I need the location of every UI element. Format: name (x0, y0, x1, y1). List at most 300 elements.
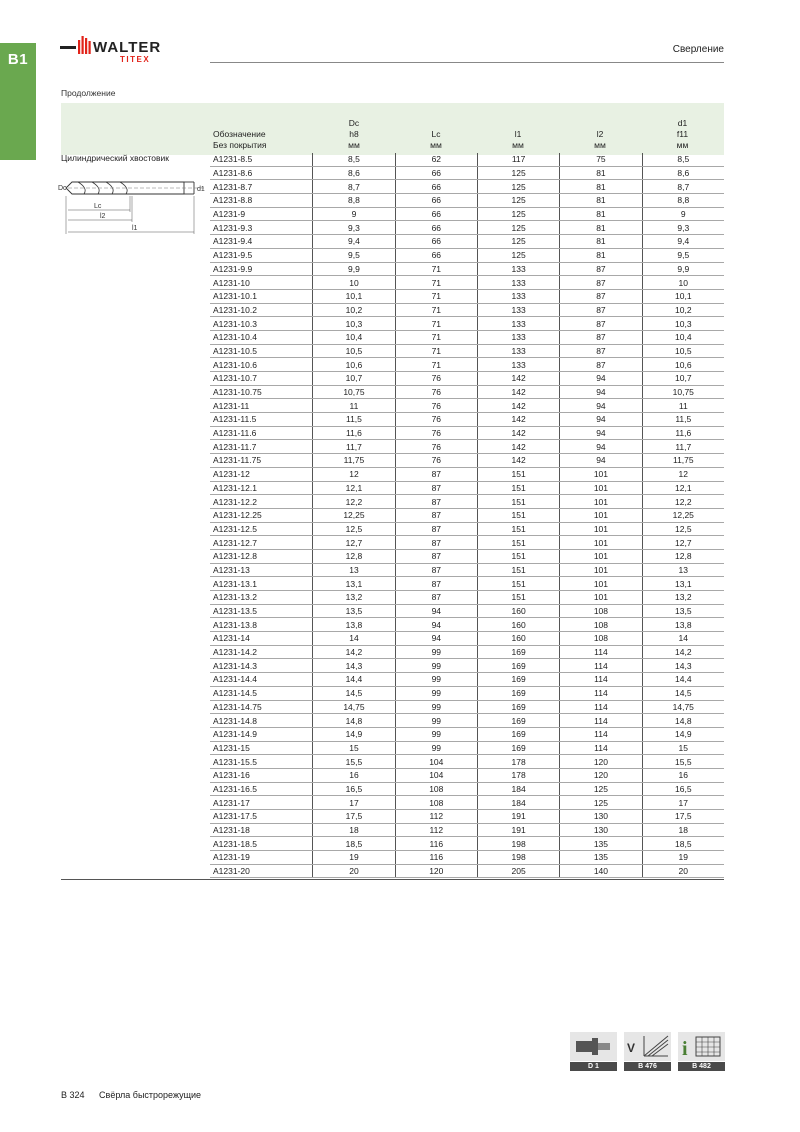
cell-value: 8,6 (313, 166, 395, 180)
cell-value: 14 (642, 632, 724, 646)
cell-value: 19 (642, 851, 724, 865)
cell-value: 12,2 (642, 495, 724, 509)
chapter-tab-label: B1 (7, 51, 29, 68)
cell-designation: A1231-8.5 (210, 153, 313, 166)
cell-value: 94 (395, 618, 477, 632)
cell-value: 87 (395, 549, 477, 563)
cell-designation: A1231-11 (210, 399, 313, 413)
cell-designation: A1231-8.8 (210, 194, 313, 208)
table-row (210, 645, 724, 659)
cutting-data-icon (624, 1032, 671, 1061)
section-title: Сверление (672, 44, 724, 55)
cell-value: 133 (477, 358, 559, 372)
svg-text:i: i (682, 1038, 688, 1060)
cell-value: 125 (477, 207, 559, 221)
cell-value: 191 (477, 823, 559, 837)
cell-value: 10,6 (642, 358, 724, 372)
cell-value: 87 (395, 563, 477, 577)
cell-designation: A1231-10.6 (210, 358, 313, 372)
cell-value: 14,75 (313, 700, 395, 714)
table-row (210, 399, 724, 413)
cell-value: 94 (560, 372, 642, 386)
drawing-label-l1: l1 (132, 225, 138, 232)
cell-value: 81 (560, 166, 642, 180)
drawing-label-lc: Lc (94, 203, 102, 210)
cell-designation: A1231-14 (210, 632, 313, 646)
cell-value: 99 (395, 700, 477, 714)
cell-designation: A1231-14.3 (210, 659, 313, 673)
cell-value: 13,1 (642, 577, 724, 591)
ref-icon-d1-label: D 1 (570, 1062, 617, 1071)
tool-holder-icon (570, 1032, 617, 1061)
table-row (210, 344, 724, 358)
cell-value: 10,5 (642, 344, 724, 358)
cell-value: 133 (477, 303, 559, 317)
cell-value: 66 (395, 166, 477, 180)
cell-value: 160 (477, 618, 559, 632)
cell-value: 15 (642, 741, 724, 755)
cell-value: 198 (477, 851, 559, 865)
catalog-section-title: Свёрла быстрорежущие (99, 1090, 202, 1100)
ref-icon-b482[interactable] (678, 1032, 725, 1071)
cell-value: 87 (560, 344, 642, 358)
logo-subbrand: TITEX (120, 55, 151, 64)
cell-value: 151 (477, 467, 559, 481)
cell-value: 151 (477, 549, 559, 563)
header-l1-unit: мм (512, 140, 524, 150)
cell-value: 151 (477, 508, 559, 522)
cell-value: 16 (313, 768, 395, 782)
table-row (210, 549, 724, 563)
cell-value: 87 (560, 289, 642, 303)
table-row (210, 153, 724, 166)
cell-designation: A1231-12.8 (210, 549, 313, 563)
cell-value: 10,2 (313, 303, 395, 317)
cell-value: 12,25 (642, 508, 724, 522)
table-row (210, 481, 724, 495)
cell-designation: A1231-14.4 (210, 673, 313, 687)
cell-value: 99 (395, 645, 477, 659)
cell-designation: A1231-18 (210, 823, 313, 837)
table-row (210, 426, 724, 440)
cell-designation: A1231-13.5 (210, 604, 313, 618)
header-l1-symbol: l1 (514, 129, 522, 139)
cell-value: 81 (560, 248, 642, 262)
cell-value: 142 (477, 440, 559, 454)
table-row (210, 686, 724, 700)
cell-value: 151 (477, 495, 559, 509)
cell-value: 108 (395, 782, 477, 796)
cell-value: 11,75 (642, 454, 724, 468)
cell-value: 101 (560, 563, 642, 577)
table-row (210, 276, 724, 290)
drill-data-table (210, 153, 724, 878)
header-l1 (477, 103, 559, 155)
cell-designation: A1231-12.2 (210, 495, 313, 509)
page-footer (61, 1090, 201, 1100)
header-d1 (641, 103, 724, 155)
cell-value: 10,1 (313, 289, 395, 303)
header-l2-symbol: l2 (596, 129, 604, 139)
cell-value: 125 (477, 194, 559, 208)
header-d1-tolerance: f11 (676, 129, 689, 139)
table-row (210, 467, 724, 481)
table-row (210, 618, 724, 632)
header-l2-unit: мм (594, 140, 606, 150)
info-table-icon (678, 1032, 725, 1061)
table-row (210, 194, 724, 208)
cell-value: 12,5 (642, 522, 724, 536)
cell-value: 87 (395, 577, 477, 591)
cell-value: 142 (477, 413, 559, 427)
cell-value: 11,75 (313, 454, 395, 468)
cell-value: 81 (560, 235, 642, 249)
header-dc (313, 103, 395, 155)
cell-value: 169 (477, 700, 559, 714)
cell-value: 87 (395, 508, 477, 522)
cell-designation: A1231-9.4 (210, 235, 313, 249)
ref-icon-b476-label: B 476 (624, 1062, 671, 1071)
cell-value: 151 (477, 577, 559, 591)
cell-value: 9,3 (313, 221, 395, 235)
header-designation (213, 103, 313, 155)
svg-text:V: V (627, 1041, 636, 1055)
table-row (210, 235, 724, 249)
cell-value: 71 (395, 330, 477, 344)
table-row (210, 714, 724, 728)
cell-value: 12,1 (313, 481, 395, 495)
cell-value: 9,9 (642, 262, 724, 276)
table-row (210, 851, 724, 865)
cell-value: 133 (477, 289, 559, 303)
cell-value: 87 (395, 522, 477, 536)
header-d1-unit: мм (676, 140, 689, 150)
cell-value: 18,5 (642, 837, 724, 851)
cell-value: 87 (560, 303, 642, 317)
cell-value: 125 (560, 796, 642, 810)
cell-value: 8,7 (642, 180, 724, 194)
cell-value: 101 (560, 467, 642, 481)
cell-value: 12,8 (642, 549, 724, 563)
cell-value: 14,3 (313, 659, 395, 673)
cell-value: 9,3 (642, 221, 724, 235)
cell-value: 125 (477, 235, 559, 249)
cell-value: 13,8 (313, 618, 395, 632)
cell-value: 13 (313, 563, 395, 577)
cell-value: 125 (477, 180, 559, 194)
cell-value: 10,4 (313, 330, 395, 344)
cell-value: 99 (395, 659, 477, 673)
table-row (210, 864, 724, 878)
table-row (210, 810, 724, 824)
cell-designation: A1231-14.75 (210, 700, 313, 714)
cell-value: 9 (642, 207, 724, 221)
cell-value: 130 (560, 810, 642, 824)
cell-value: 151 (477, 591, 559, 605)
table-row (210, 372, 724, 386)
cell-value: 87 (395, 495, 477, 509)
cell-value: 169 (477, 741, 559, 755)
table-bottom-rule (61, 879, 724, 880)
table-row (210, 248, 724, 262)
cell-designation: A1231-10.3 (210, 317, 313, 331)
cell-value: 151 (477, 536, 559, 550)
cell-designation: A1231-20 (210, 864, 313, 878)
cell-value: 10,4 (642, 330, 724, 344)
cell-value: 114 (560, 645, 642, 659)
cell-value: 142 (477, 426, 559, 440)
cell-value: 75 (560, 153, 642, 166)
table-row (210, 604, 724, 618)
cell-designation: A1231-19 (210, 851, 313, 865)
cell-value: 108 (560, 632, 642, 646)
cell-designation: A1231-16.5 (210, 782, 313, 796)
cell-value: 94 (560, 454, 642, 468)
table-row (210, 823, 724, 837)
cell-value: 8,5 (313, 153, 395, 166)
cell-value: 10,1 (642, 289, 724, 303)
cell-value: 101 (560, 549, 642, 563)
cell-value: 13,5 (642, 604, 724, 618)
cell-value: 13,5 (313, 604, 395, 618)
cell-value: 20 (642, 864, 724, 878)
cell-value: 81 (560, 194, 642, 208)
cell-value: 66 (395, 248, 477, 262)
table-row (210, 358, 724, 372)
cell-value: 87 (395, 481, 477, 495)
cell-designation: A1231-8.7 (210, 180, 313, 194)
cell-designation: A1231-10.2 (210, 303, 313, 317)
cell-designation: A1231-10.5 (210, 344, 313, 358)
cell-value: 112 (395, 810, 477, 824)
cell-value: 10,7 (642, 372, 724, 386)
cell-value: 13 (642, 563, 724, 577)
cell-value: 169 (477, 645, 559, 659)
cell-value: 198 (477, 837, 559, 851)
cell-value: 66 (395, 221, 477, 235)
cell-value: 76 (395, 372, 477, 386)
cell-designation: A1231-15 (210, 741, 313, 755)
cell-value: 108 (395, 796, 477, 810)
cell-value: 81 (560, 180, 642, 194)
cell-value: 99 (395, 714, 477, 728)
cell-value: 14,4 (642, 673, 724, 687)
cell-value: 133 (477, 262, 559, 276)
cell-value: 11,6 (313, 426, 395, 440)
cell-value: 8,7 (313, 180, 395, 194)
cell-value: 87 (560, 276, 642, 290)
cell-value: 10,75 (313, 385, 395, 399)
cell-value: 120 (560, 768, 642, 782)
table-row (210, 782, 724, 796)
cell-value: 125 (560, 782, 642, 796)
cell-value: 12,7 (313, 536, 395, 550)
cell-designation: A1231-14.8 (210, 714, 313, 728)
cell-designation: A1231-14.5 (210, 686, 313, 700)
table-row (210, 440, 724, 454)
cell-value: 66 (395, 180, 477, 194)
cell-value: 133 (477, 344, 559, 358)
cell-value: 14,2 (642, 645, 724, 659)
cell-value: 101 (560, 495, 642, 509)
cell-value: 15,5 (313, 755, 395, 769)
cell-value: 151 (477, 481, 559, 495)
cell-designation: A1231-9.5 (210, 248, 313, 262)
header-lc (395, 103, 477, 155)
cell-value: 13,2 (642, 591, 724, 605)
cell-value: 101 (560, 508, 642, 522)
cell-value: 11,7 (642, 440, 724, 454)
cell-value: 18 (313, 823, 395, 837)
cell-value: 11,6 (642, 426, 724, 440)
header-rule (210, 62, 724, 63)
cell-value: 116 (395, 837, 477, 851)
cell-value: 14,8 (313, 714, 395, 728)
cell-value: 14,9 (642, 727, 724, 741)
header-dc-tolerance: h8 (349, 129, 359, 139)
cell-value: 99 (395, 686, 477, 700)
cell-designation: A1231-10.75 (210, 385, 313, 399)
header-dc-symbol: Dc (348, 118, 360, 128)
continued-label: Продолжение (61, 88, 116, 98)
cell-value: 101 (560, 522, 642, 536)
table-row (210, 413, 724, 427)
cell-value: 12 (313, 467, 395, 481)
cell-value: 20 (313, 864, 395, 878)
cell-value: 71 (395, 317, 477, 331)
cell-value: 160 (477, 632, 559, 646)
cell-value: 10,5 (313, 344, 395, 358)
cell-value: 66 (395, 235, 477, 249)
cell-value: 76 (395, 454, 477, 468)
cell-designation: A1231-12.25 (210, 508, 313, 522)
cell-value: 133 (477, 276, 559, 290)
table-row (210, 755, 724, 769)
header-dc-unit: мм (348, 140, 360, 150)
ref-icon-b482-label: B 482 (678, 1062, 725, 1071)
cell-value: 9,4 (642, 235, 724, 249)
table-row (210, 303, 724, 317)
cell-value: 18,5 (313, 837, 395, 851)
cell-value: 87 (560, 330, 642, 344)
cell-value: 62 (395, 153, 477, 166)
table-row (210, 659, 724, 673)
drawing-label-d1: d1 (197, 186, 205, 193)
cell-value: 71 (395, 276, 477, 290)
table-row (210, 700, 724, 714)
cell-value: 14,3 (642, 659, 724, 673)
cell-value: 117 (477, 153, 559, 166)
cell-value: 12,5 (313, 522, 395, 536)
cell-value: 16 (642, 768, 724, 782)
cell-value: 15,5 (642, 755, 724, 769)
table-row (210, 796, 724, 810)
table-row (210, 768, 724, 782)
cell-value: 142 (477, 372, 559, 386)
cell-value: 169 (477, 727, 559, 741)
cell-value: 10,2 (642, 303, 724, 317)
cell-value: 142 (477, 399, 559, 413)
cell-value: 17 (313, 796, 395, 810)
cell-designation: A1231-10.7 (210, 372, 313, 386)
cell-value: 142 (477, 385, 559, 399)
cell-designation: A1231-16 (210, 768, 313, 782)
cell-value: 169 (477, 686, 559, 700)
cell-value: 133 (477, 330, 559, 344)
cell-value: 191 (477, 810, 559, 824)
table-row (210, 454, 724, 468)
table-row (210, 632, 724, 646)
cell-value: 87 (560, 358, 642, 372)
cell-value: 8,5 (642, 153, 724, 166)
cell-value: 120 (560, 755, 642, 769)
cell-value: 11,5 (642, 413, 724, 427)
cell-designation: A1231-12 (210, 467, 313, 481)
cell-value: 71 (395, 344, 477, 358)
cell-designation: A1231-8.6 (210, 166, 313, 180)
ref-icon-d1[interactable] (570, 1032, 617, 1071)
cell-value: 87 (395, 591, 477, 605)
cell-value: 81 (560, 207, 642, 221)
cell-designation: A1231-17 (210, 796, 313, 810)
cell-value: 19 (313, 851, 395, 865)
header-d1-symbol: d1 (677, 118, 688, 128)
cell-value: 10,3 (313, 317, 395, 331)
cell-value: 12,25 (313, 508, 395, 522)
cell-value: 12,7 (642, 536, 724, 550)
table-row (210, 741, 724, 755)
cell-value: 151 (477, 522, 559, 536)
cell-value: 94 (560, 440, 642, 454)
cell-value: 160 (477, 604, 559, 618)
cell-value: 16,5 (642, 782, 724, 796)
cell-value: 8,8 (642, 194, 724, 208)
table-row (210, 495, 724, 509)
cell-value: 8,8 (313, 194, 395, 208)
cell-value: 87 (560, 317, 642, 331)
cell-value: 125 (477, 248, 559, 262)
cell-designation: A1231-10.4 (210, 330, 313, 344)
cell-value: 135 (560, 851, 642, 865)
cell-value: 14,9 (313, 727, 395, 741)
cell-value: 71 (395, 303, 477, 317)
ref-icon-b476[interactable] (624, 1032, 671, 1071)
cell-designation: A1231-11.5 (210, 413, 313, 427)
header-designation-line2: Без покрытия (213, 140, 267, 150)
cell-designation: A1231-9.3 (210, 221, 313, 235)
cell-designation: A1231-11.7 (210, 440, 313, 454)
cell-value: 76 (395, 440, 477, 454)
page-number: B 324 (61, 1090, 85, 1100)
cell-value: 151 (477, 563, 559, 577)
cell-value: 9 (313, 207, 395, 221)
table-row (210, 508, 724, 522)
cell-value: 125 (477, 166, 559, 180)
cell-designation: A1231-13 (210, 563, 313, 577)
cell-value: 87 (560, 262, 642, 276)
drill-drawing (58, 172, 210, 240)
cell-value: 140 (560, 864, 642, 878)
table-row (210, 522, 724, 536)
cell-value: 16,5 (313, 782, 395, 796)
cell-value: 15 (313, 741, 395, 755)
cell-value: 17,5 (642, 810, 724, 824)
cell-designation: A1231-14.2 (210, 645, 313, 659)
cell-designation: A1231-9 (210, 207, 313, 221)
cell-value: 169 (477, 714, 559, 728)
cell-designation: A1231-14.9 (210, 727, 313, 741)
cell-designation: A1231-11.6 (210, 426, 313, 440)
